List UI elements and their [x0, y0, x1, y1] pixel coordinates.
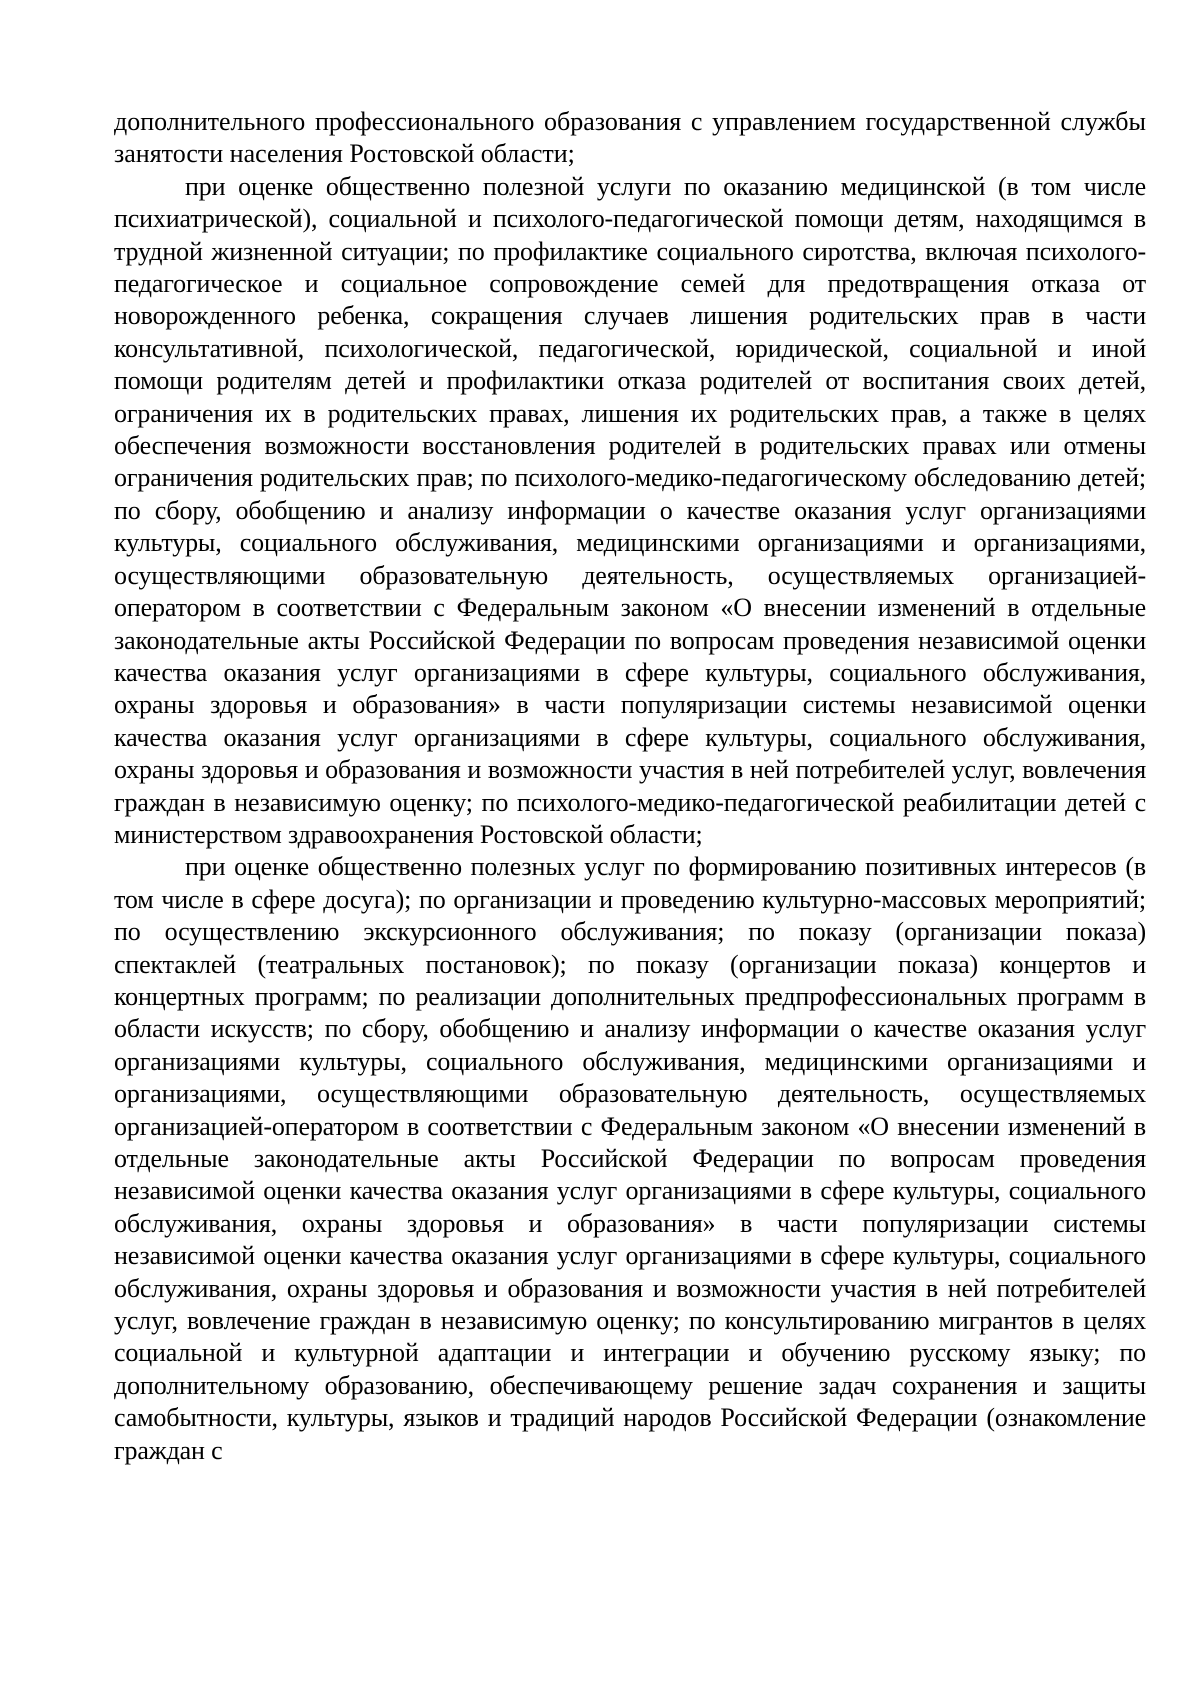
paragraph-medical-social-services: при оценке общественно полезной услуги по оказанию медицинской (в том числе психиатрической), социальной и психолого-педагогической помощи детям, находящимся в трудной жизненной ситуации; по профилактике социального сиротства, включая психолого-педагогическое и социальное сопровождение семей для предотвращения отказа от новорожденного ребенка, сокращения случаев лишения родительских прав в части консультативной, психологической, педагогической, юридической, социальной и иной помощи родителям детей и профилактики отказа родителей от воспитания своих детей, ограничения их в родительских правах, лишения их родительских прав, а также в целях обеспечения возможности восстановления родителей в родительских правах или отмены ограничения родительских прав; по психолого-медико-педагогическому обследованию детей; по сбору, обобщению и анализу информации о качестве оказания услуг организациями культуры, социального обслуживания, медицинскими организациями и организациями, осуществляющими образовательную деятельность, осуществляемых организацией-оператором в соответствии с Федеральным законом «О внесении изменений в отдельные законодательные акты Российской Федерации по вопросам проведения независимой оценки качества оказания услуг организациями в сфере культуры, социального обслуживания, охраны здоровья и образования» в части популяризации системы независимой оценки качества оказания услуг организациями в сфере культуры, социального обслуживания, охраны здоровья и образования и возможности участия в ней потребителей услуг, вовлечения граждан в независимую оценку; по психолого-медико-педагогической реабилитации детей с министерством здравоохранения Ростовской области; — [114, 171, 1146, 849]
paragraph-continuation: дополнительного профессионального образования с управлением государственной службы занятости населения Ростовской области; — [114, 107, 1146, 169]
document-page — [114, 106, 1146, 1467]
paragraph-cultural-services: при оценке общественно полезных услуг по формированию позитивных интересов (в том числе в сфере досуга); по организации и проведению культурно-массовых мероприятий; по осуществлению экскурсионного обслуживания; по показу (организации показа) спектаклей (театральных постановок); по показу (организации показа) концертов и концертных программ; по реализации дополнительных предпрофессиональных программ в области искусств; по сбору, обобщению и анализу информации о качестве оказания услуг организациями культуры, социального обслуживания, медицинскими организациями и организациями, осуществляющими образовательную деятельность, осуществляемых организацией-оператором в соответствии с Федеральным законом «О внесении изменений в отдельные законодательные акты Российской Федерации по вопросам проведения независимой оценки качества оказания услуг организациями в сфере культуры, социального обслуживания, охраны здоровья и образования» в части популяризации системы независимой оценки качества оказания услуг организациями в сфере культуры, социального обслуживания, охраны здоровья и образования и возможности участия в ней потребителей услуг, вовлечение граждан в независимую оценку; по консультированию мигрантов в целях социальной и культурной адаптации и интеграции и обучению русскому языку; по дополнительному образованию, обеспечивающему решение задач сохранения и защиты самобытности, культуры, языков и традиций народов Российской Федерации (ознакомление граждан с — [114, 852, 1146, 1465]
